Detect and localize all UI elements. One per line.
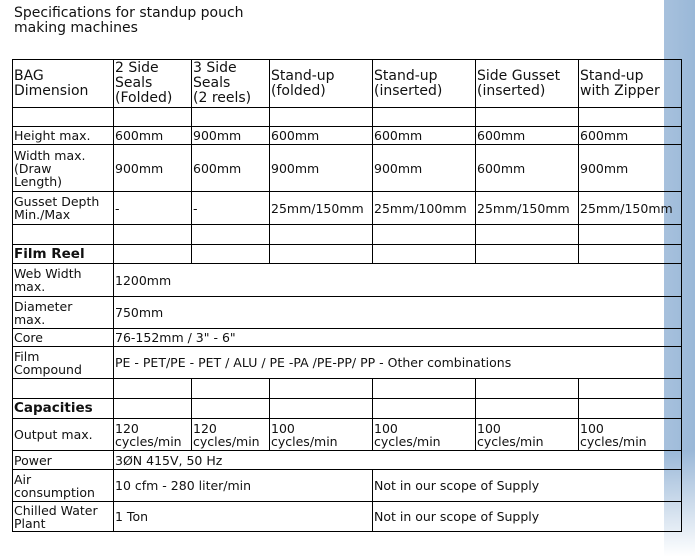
cell: 900mm <box>114 145 192 192</box>
spec-table <box>12 59 682 532</box>
cell: 900mm <box>192 127 270 145</box>
cell: - <box>192 192 270 225</box>
table-row <box>13 264 682 297</box>
table-row <box>13 347 682 379</box>
cell: 25mm/150mm <box>579 192 682 225</box>
cell: 25mm/100mm <box>373 192 476 225</box>
header-cell: 3 Side Seals (2 reels) <box>192 60 270 108</box>
cell: 3ØN 415V, 50 Hz <box>114 451 682 470</box>
cell: 600mm <box>270 127 373 145</box>
spacer-row <box>13 225 682 245</box>
cell: 100 cycles/min <box>270 419 373 451</box>
table-row <box>13 470 682 502</box>
cell: 100 cycles/min <box>579 419 682 451</box>
cell: 900mm <box>579 145 682 192</box>
row-label: Width max. (Draw Length) <box>13 145 114 192</box>
spacer-row <box>13 108 682 127</box>
cell: 900mm <box>373 145 476 192</box>
table-row <box>13 192 682 225</box>
cell: 76-152mm / 3" - 6" <box>114 329 682 347</box>
row-label: Air consumption <box>13 470 114 502</box>
header-row <box>13 60 682 108</box>
cell: 900mm <box>270 145 373 192</box>
row-label: Gusset Depth Min./Max <box>13 192 114 225</box>
section-heading: Capacities <box>13 399 114 419</box>
row-label: Output max. <box>13 419 114 451</box>
header-cell: 2 Side Seals (Folded) <box>114 60 192 108</box>
table-row <box>13 297 682 329</box>
row-label: Core <box>13 329 114 347</box>
cell: 600mm <box>476 145 579 192</box>
title-line-1: Specifications for standup pouch <box>14 5 244 21</box>
header-cell: BAG Dimension <box>13 60 114 108</box>
section-row-capacities <box>13 399 682 419</box>
header-cell: Stand-up with Zipper <box>579 60 682 108</box>
cell: Not in our scope of Supply <box>373 470 682 502</box>
cell: 600mm <box>114 127 192 145</box>
cell: 750mm <box>114 297 682 329</box>
row-label: Diameter max. <box>13 297 114 329</box>
row-label: Film Compound <box>13 347 114 379</box>
table-row <box>13 502 682 532</box>
cell: 120 cycles/min <box>192 419 270 451</box>
table-row <box>13 419 682 451</box>
cell: 600mm <box>579 127 682 145</box>
row-label: Height max. <box>13 127 114 145</box>
section-heading: Film Reel <box>13 245 114 264</box>
cell: 1200mm <box>114 264 682 297</box>
cell: 600mm <box>373 127 476 145</box>
table-row <box>13 145 682 192</box>
table-row <box>13 451 682 470</box>
table-row <box>13 127 682 145</box>
cell: PE - PET/PE - PET / ALU / PE -PA /PE-PP/ PP - Other combinations <box>114 347 682 379</box>
page-title <box>14 6 334 36</box>
cell: 10 cfm - 280 liter/min <box>114 470 373 502</box>
row-label: Power <box>13 451 114 470</box>
cell: 100 cycles/min <box>476 419 579 451</box>
cell: 600mm <box>192 145 270 192</box>
cell: 120 cycles/min <box>114 419 192 451</box>
row-label: Web Width max. <box>13 264 114 297</box>
spacer-row <box>13 379 682 399</box>
cell: 25mm/150mm <box>270 192 373 225</box>
header-cell: Side Gusset (inserted) <box>476 60 579 108</box>
cell: 600mm <box>476 127 579 145</box>
header-cell: Stand-up (inserted) <box>373 60 476 108</box>
cell: 25mm/150mm <box>476 192 579 225</box>
cell: 1 Ton <box>114 502 373 532</box>
table-row <box>13 329 682 347</box>
row-label: Chilled Water Plant <box>13 502 114 532</box>
cell: Not in our scope of Supply <box>373 502 682 532</box>
cell: 100 cycles/min <box>373 419 476 451</box>
title-line-2: making machines <box>14 20 138 36</box>
header-cell: Stand-up (folded) <box>270 60 373 108</box>
cell: - <box>114 192 192 225</box>
section-row-film-reel <box>13 245 682 264</box>
